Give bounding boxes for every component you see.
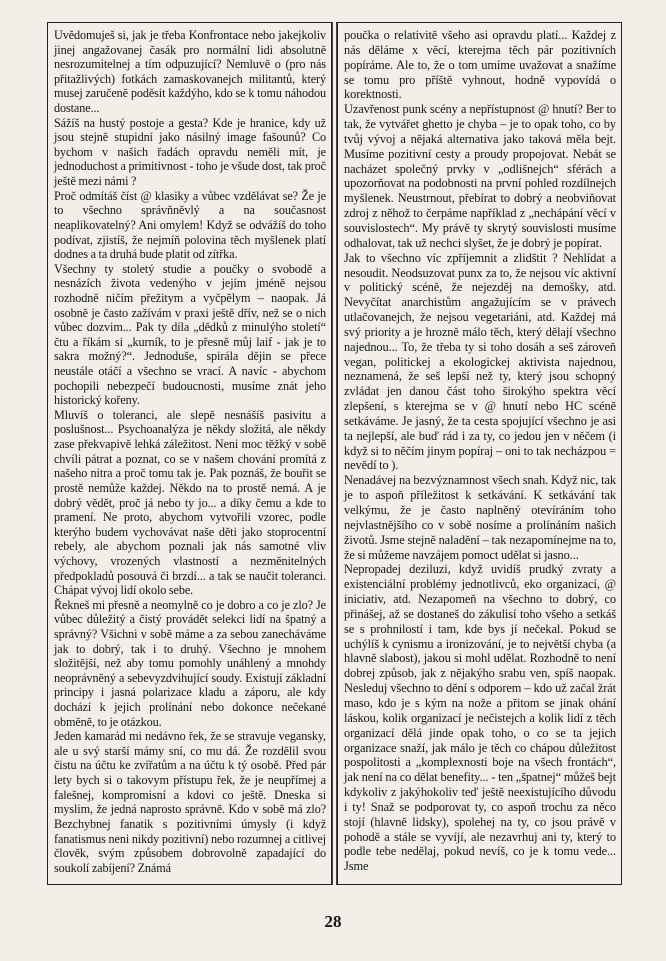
paragraph: Sážíš na hustý postoje a gesta? Kde je hranice, kdy už jsou stejně stupidní jako násilný image fašounů? Co bychom v našich řadách opravdu neměli mít, je jednoduchost a primitivnost - toho je všude dost, tak proč ještě mezi námi ? — [54, 115, 326, 189]
page-number: 28 — [324, 912, 342, 931]
paragraph: Uzavřenost punk scény a nepřístupnost @ hnutí? Ber to tak, že vytvářet ghetto je chyba – je to opak toho, co by tvůj vývoj a nějaká alternativa jako taková měla bejt. Musíme pozitivní cesty a proudy propojovat. Nebát se nacházet společný prvky v „odlišnejch“ sférách a upozorňovat na podobnosti na první pohled rozdílnejch myšlenek. Neustrnout, přebírat to dobrý a neobviňovat zdroj z něhož to čerpáme například z „nechápání věcí v souvislostech“. My právě ty skrytý souvislosti musíme odhalovat, tak už nechci slyšet, že je dobrý je popírat. — [344, 102, 616, 250]
paragraph: Všechny ty stoletý studie a poučky o svobodě a nesnázích života vedenýho v jejím jméně nejsou rozhodně ničím přežitym a vyčpělym – naopak. Já osobně je často zažívám v praxi ještě dřív, než se o nich vůbec dozvim... Pak ty díla „dědků z minulýho století“ čtu a říkám si „kurník, to je přesně můj laif - jak je to sakra možný?“. Jednoduše, spirála dějin se přece neustále otáčí a všechno se vrací. A navíc - abychom pochopili nebezpečí budoucnosti, musíme znát jeho historický kořeny. — [54, 261, 326, 408]
paragraph: poučka o relativitě všeho asi opravdu platí... Každej z nás děláme x věcí, kterejma těch pár pozitivních popíráme. Ale to, že o tom umíme uvažovat a snažíme se tomu pro příště vyhnout, hodně vypovídá o korektnosti. — [344, 28, 616, 102]
two-column-frame — [47, 22, 622, 885]
paragraph: Řekneš mi přesně a neomylně co je dobro a co je zlo? Je vůbec důležitý a čistý provádět selekci lidí na špatný a správný? Všichni v sobě máme a za sebou zanecháváme jak to dobrý, tak i to druhý. Všechno je mnohem složitější, než aby tomu pomohly unáhlený a mnohdy neoprávněný a sebevyzdvihující soudy. Existují základní principy i jasná polarizace kladu a záporu, ale kdy dochází k jejich prolínání nebo dokonce nečekané obměně, to je otázkou. — [54, 597, 326, 729]
paragraph: Proč odmítáš číst @ klasiky a vůbec vzdělávat se? Že je to všechno správňněvlý a na současnost neaplikovatelný? Ani omylem! Když se odvážíš do toho podívat, zjistíš, že nejmíň polovina těch myšlenek platí dodnes a ta druhá bude platit od zítřka. — [54, 188, 326, 262]
paragraph: Nenadávej na bezvýznamnost všech snah. Když nic, tak je to aspoň příležitost k setkávání. K setkávání tak velkýmu, že je často naplněný otevíráním toho nejvlastnějšího co v sobě nosíme a prolínáním našich životů. Jsme stejně naladění – tak nezapomínejme na to, že si můžeme navzájem pomoct udělat si jasno... — [344, 473, 616, 562]
right-column — [337, 22, 622, 885]
paragraph: Nepropadej deziluzi, když uvidíš prudký zvraty a existenciální problémy jednotlivců, eko organizací, @ iniciativ, atd. Nezapomeň na všechno to dobrý, co přinášej, až se dostaneš do zákulisí toho všeho a setkáš se s prohnilostí i tam, kde bys jí nečekal. Pokud se uchýlíš k cynismu a ironizování, je to největší chyba (a hlavně slabost), jakou si mohl udělat. Rozhodně to není dobrej způsob, jak z nějakýho srabu ven, spíš naopak. Nesleduj všechno to dění s odporem – kdo už začal žrát maso, kdo je s kým na nože a přitom se jinak ohání láskou, kolik organizací je nečistejch a kolik lidí z těch organizací dělá jinde opak toho, o co se ta jejich organizace snaží, jak málo je těch co chápou důležitost pospolitosti a „komplexnosti boje na všech frontách“, jak není na co dělat benefity... - ten „špatnej“ můžeš bejt kdykoliv z jakýhokoliv teď ještě neexistujícího důvodu i ty! Snaž se podporovat ty, co aspoň trochu za něco stojí (hlavně lidsky), spolehej na ty, co jsou právě v pohodě a stále se vyvíjí, ale nezavrhuj ani ty, který to podle tebe nedělaj, pokud nevíš, co je k tomu vede... Jsme — [344, 562, 616, 874]
paragraph: Mluvíš o toleranci, ale slepě nesnášíš pasivitu a poslušnost... Psychoanalýza je někdy složitá, ale někdy zase překvapivě lehká záležitost. Neni moc těžký v sobě chvíli pátrat a poznat, co se v našem chování promítá z našeho nitra a proč tomu tak je. Pak poznáš, že bouřit se prostě nemůže každej. Někdo na to prostě nemá. A je dobrý vědět, proč já nebo ty jo... a díky čemu a kde to pramení. Ne proto, abychom vytvořili vzorec, podle kterýho budem vychovávat naše děti jako stoprocentní rebely, ale abychom poznali jak nás samotné vliv výchovy, vrozených vlastností a nezměnitelných předpokladů posouvá či brzdí... a tak se naučit toleranci. Chápat vývoj lidí okolo sebe. — [54, 407, 326, 598]
paragraph: Uvědomuješ si, jak je třeba Konfrontace nebo jakejkoliv jinej angažovanej časák pro normální lidi absolutně nesrozumitelnej a tím odpuzující? Nemluvě o (pro nás přitažlivých) fotkách zamaskovanejch militantů, který musej zaručeně poděsit každýho, kdo se k tomu náhodou dostane... — [54, 28, 326, 116]
paragraph: Jeden kamarád mi nedávno řek, že se stravuje vegansky, ale u svý starší mámy sní, co mu dá. Že rozdělil svou čistu na účtu ke zvířatům a na účtu k tý osobě. Před pár lety bych si o takovym přístupu řek, že je neupřímej a falešnej, kompromisní a kdovi co ještě. Dneska si myslim, že jedná naprosto správně. Kdo v sobě má zlo? Bezchybnej fanatik s pozitivními úmysly (i když fanatismus neni nikdy pozitivní) nebo rozumnej a citlivej člověk, svým způsobem dobrovolně zapadající do soukolí zabíjení? Známá — [54, 729, 326, 875]
left-column — [47, 22, 332, 885]
paragraph: Jak to všechno víc zpříjemnit a zlidštit ? Nehlídat a nesoudit. Neodsuzovat punx za to, že nejsou víc aktivní v politický scéně, že nejezděj na demošky, atd. Nevyčítat anarchistům angažujícím se v právech utlačovanejch, že nejsou vegetariáni, atd. Každej má svý priority a je hrozně málo těch, který dělají všechno najednou... To, že třeba ty si toho dosáh a seš zároveň vegan, politickej a ekologickej aktivista najednou, neznamená, že seš lepší než ty, který jsou schopný zvládat jen danou část toho širokýho spektra věcí zlepšení, s kterejma se v @ hnutí nebo HC scéně setkáváme. Je jasný, že ta cesta spojující všechno je asi ta nejlepší, ale buď rád i za ty, co jedou jen v něčem (i když si to něčím jinym popíraj – oni to tak necházpou = nevědí to ). — [344, 250, 616, 473]
